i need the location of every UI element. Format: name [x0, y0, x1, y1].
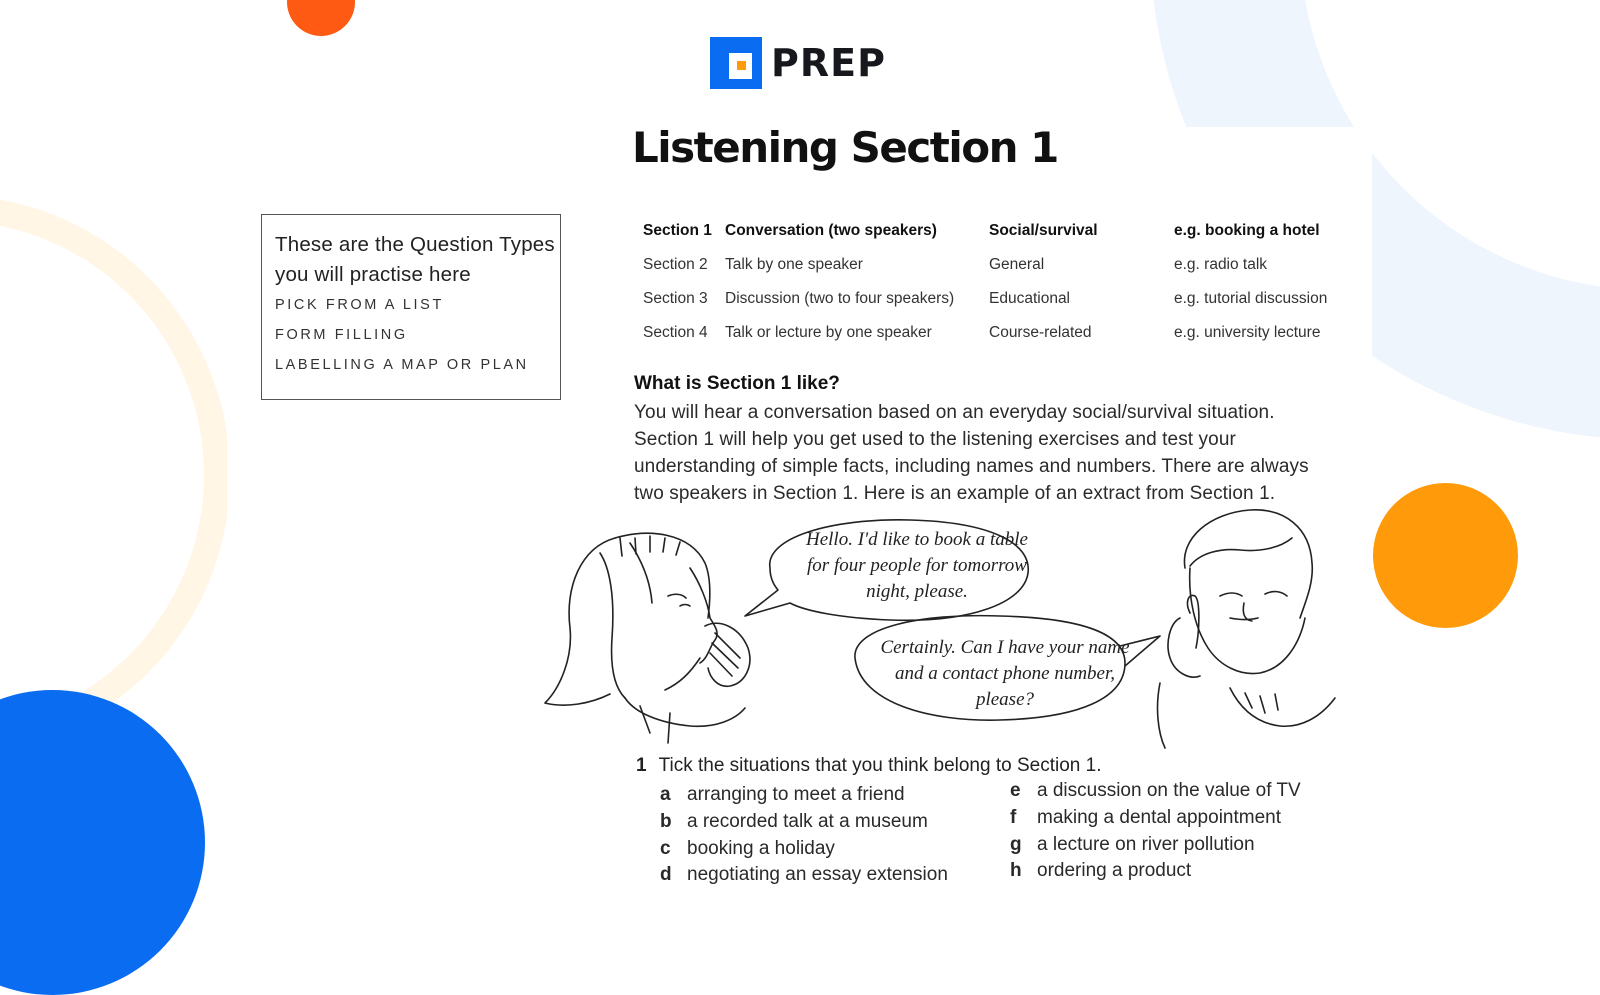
- section-example: e.g. tutorial discussion: [1174, 290, 1328, 307]
- option-text: making a dental appointment: [1037, 807, 1281, 828]
- decorative-dot-orange: [287, 0, 355, 36]
- table-row: [643, 316, 1327, 350]
- question-type-item: FORM FILLING: [275, 327, 408, 343]
- section-description: You will hear a conversation based on an everyday social/survival situation. Section 1 will help you get used to the listening exercises and test your understanding of simple facts, including names and numbers. There are always two speakers in Section 1. Here is an example of an extract from Section 1.: [634, 402, 1309, 504]
- option-item[interactable]: [660, 784, 905, 806]
- option-item[interactable]: [660, 864, 948, 886]
- section-example: e.g. booking a hotel: [1174, 222, 1320, 239]
- section-context: Social/survival: [989, 222, 1098, 239]
- man-on-phone-drawing: [1158, 510, 1335, 748]
- task-instruction-line: [636, 755, 1101, 777]
- section-context: Educational: [989, 290, 1071, 307]
- option-item[interactable]: [660, 838, 835, 860]
- table-row: [643, 282, 1327, 316]
- section-format: Talk by one speaker: [725, 256, 863, 273]
- option-text: ordering a product: [1037, 860, 1192, 881]
- option-text: a recorded talk at a museum: [687, 811, 928, 832]
- section-label: Section 4: [643, 324, 708, 341]
- question-types-box: [261, 214, 561, 400]
- decorative-circle-blue: [0, 690, 205, 995]
- table-row: [643, 248, 1327, 282]
- section-format: Conversation (two speakers): [725, 222, 937, 239]
- decorative-circle-orange: [1373, 483, 1518, 628]
- speech-bubble-1-text: Hello. I'd like to book a table for four people for tomorrow night, please.: [806, 529, 1028, 602]
- option-letter: g: [1010, 834, 1022, 855]
- decorative-arc-cream: [0, 195, 230, 755]
- section-format: Discussion (two to four speakers): [725, 290, 955, 307]
- prep-logo: [710, 37, 886, 89]
- option-letter: e: [1010, 780, 1021, 801]
- prep-logo-icon: [710, 37, 762, 89]
- section-format: Talk or lecture by one speaker: [725, 324, 932, 341]
- option-text: a discussion on the value of TV: [1037, 780, 1301, 801]
- option-item[interactable]: [1010, 834, 1255, 856]
- question-type-item: PICK FROM A LIST: [275, 297, 444, 313]
- option-text: negotiating an essay extension: [687, 864, 948, 885]
- section-context: General: [989, 256, 1045, 273]
- option-letter: b: [660, 811, 672, 832]
- section-label: Section 2: [643, 256, 708, 273]
- section-label: Section 3: [643, 290, 708, 307]
- option-item[interactable]: [660, 811, 928, 833]
- section-example: e.g. university lecture: [1174, 324, 1321, 341]
- section-context: Course-related: [989, 324, 1092, 341]
- question-type-item: LABELLING A MAP OR PLAN: [275, 357, 529, 373]
- option-letter: f: [1010, 807, 1017, 828]
- task-instruction: Tick the situations that you think belong to Section 1.: [658, 755, 1102, 776]
- option-letter: a: [660, 784, 671, 805]
- section-example: e.g. radio talk: [1174, 256, 1268, 273]
- question-types-title: These are the Question Types you will practise here: [275, 233, 555, 286]
- table-row: [643, 214, 1327, 248]
- option-item[interactable]: [1010, 807, 1281, 829]
- option-letter: h: [1010, 860, 1022, 881]
- option-text: booking a holiday: [687, 838, 835, 859]
- page-title: Listening Section 1: [632, 123, 1058, 172]
- option-letter: c: [660, 838, 671, 859]
- option-text: a lecture on river pollution: [1037, 834, 1255, 855]
- woman-on-phone-drawing: [545, 533, 750, 743]
- sections-table: [643, 214, 1327, 350]
- section-heading: What is Section 1 like?: [634, 373, 840, 394]
- option-letter: d: [660, 864, 672, 885]
- section-label: Section 1: [643, 222, 712, 239]
- task-number: 1: [636, 755, 647, 776]
- brand-name: PREP: [771, 41, 886, 85]
- option-text: arranging to meet a friend: [687, 784, 905, 805]
- option-item[interactable]: [1010, 780, 1301, 802]
- speech-bubble-2-text: Certainly. Can I have your name and a contact phone number, please?: [880, 637, 1130, 710]
- option-item[interactable]: [1010, 860, 1191, 882]
